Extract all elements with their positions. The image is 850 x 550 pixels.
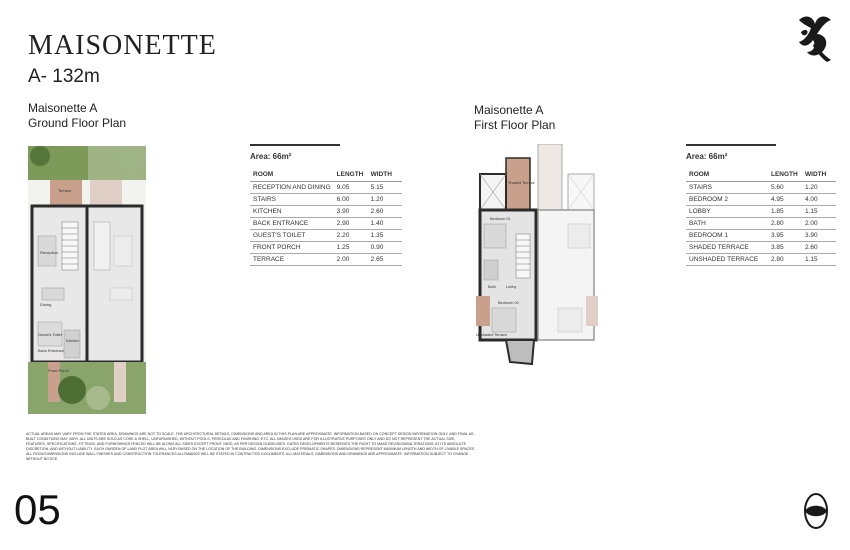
room-length: 3.90: [334, 206, 368, 218]
room-name: BEDROOM 1: [686, 230, 768, 242]
room-width: 1.35: [368, 230, 402, 242]
gf-label-guest-toilet: Guest's Toilet: [38, 332, 62, 337]
room-length: 2.80: [768, 254, 802, 266]
room-length: 2.90: [334, 218, 368, 230]
column-header-length: LENGTH: [334, 169, 368, 182]
gf-label-front-porch: Front Porch: [48, 368, 69, 373]
unit-size-subtitle: A- 132m: [28, 66, 100, 87]
gf-label-terrace: Terrace: [58, 188, 72, 193]
room-width: 2.60: [368, 206, 402, 218]
first-floor-area-rule: [686, 144, 776, 146]
ff-label-lobby: Lobby: [506, 285, 517, 289]
room-length: 9.05: [334, 182, 368, 194]
gf-label-back-entrance: Back Entrance: [38, 348, 65, 353]
ff-label-bedroom-02: Bedroom 02: [498, 301, 519, 305]
room-name: RECEPTION AND DINING: [250, 182, 334, 194]
first-floor-label-line1: Maisonette A: [474, 103, 544, 117]
room-name: BACK ENTRANCE: [250, 218, 334, 230]
first-floor-plan: [476, 144, 602, 366]
table-row: [250, 230, 402, 242]
ground-floor-area-rule: [250, 144, 340, 146]
ground-floor-label-line1: Maisonette A: [28, 101, 98, 115]
table-row: [686, 230, 836, 242]
table-row: [686, 218, 836, 230]
room-length: 3.95: [768, 230, 802, 242]
column-header-width: WIDTH: [368, 169, 402, 182]
column-header-width: WIDTH: [802, 169, 836, 182]
table-row: [686, 254, 836, 266]
room-width: 2.65: [368, 254, 402, 266]
column-header-room: ROOM: [686, 169, 768, 182]
ff-label-bath: Bath: [488, 285, 496, 289]
room-length: 2.80: [768, 218, 802, 230]
room-width: 1.40: [368, 218, 402, 230]
ground-floor-label: [28, 101, 126, 131]
gf-label-dining: Dining: [40, 302, 52, 307]
room-name: LOBBY: [686, 206, 768, 218]
room-name: STAIRS: [250, 194, 334, 206]
table-row: [250, 254, 402, 266]
column-header-length: LENGTH: [768, 169, 802, 182]
table-row: [686, 194, 836, 206]
room-name: SHADED TERRACE: [686, 242, 768, 254]
room-length: 2.20: [334, 230, 368, 242]
room-length: 5.60: [768, 182, 802, 194]
room-length: 1.25: [334, 242, 368, 254]
table-header-row: [686, 169, 836, 182]
first-floor-area: Area: 66m²: [686, 152, 728, 161]
ff-label-unshaded-terrace: Unshaded Terrace: [476, 333, 507, 337]
room-length: 3.85: [768, 242, 802, 254]
ff-label-bedroom-01: Bedroom 01: [490, 217, 511, 221]
ground-floor-room-table: [250, 169, 402, 266]
first-floor-area-block: [686, 144, 836, 266]
gf-label-reception: Reception: [40, 250, 59, 255]
circle-emblem-icon: [803, 491, 829, 531]
room-name: KITCHEN: [250, 206, 334, 218]
table-row: [250, 194, 402, 206]
table-row: [250, 182, 402, 194]
table-row: [686, 182, 836, 194]
room-width: 5.15: [368, 182, 402, 194]
ground-floor-label-line2: Ground Floor Plan: [28, 116, 127, 130]
room-width: 1.15: [802, 206, 836, 218]
table-row: [686, 206, 836, 218]
room-name: TERRACE: [250, 254, 334, 266]
page-number: 05: [14, 486, 61, 533]
room-width: 0.90: [368, 242, 402, 254]
gf-label-kitchen: Kitchen: [66, 338, 80, 343]
disclaimer-text: ACTUAL AREAS MAY VARY FROM THE STATED AREA. DRAWINGS ARE NOT TO SCALE. THE ARCHITECTURAL DETAILS, DIMENSIONS AND AREA IN THIS PLAN ARE APPROXIMATE. INFORMATION BASED ON CONCEPT DESIGN INFORMATION ONLY, AND FINAL AS-BUILT CONDITIONS MAY VARY. ALL UNITS ARE SOLD AS CORE & SHELL, UNFURNISHED, WITHOUT POOLS, PERGOLAS AND FINISHING, ETC. ALL IMAGES USED ARE FOR ILLUSTRATIVE PURPOSES ONLY AND DO NOT REPRESENT THE ACTUAL SIZE, FEATURES, SPECIFICATIONS, FITTINGS, AND FURNISHINGS FENCED WILL BE ALONG ALL SIDES EXCEPT FRONT YARD, AS PER DESIGN GUIDELINES. GATED DEVELOPMENTS RESERVES THE RIGHT TO MAKE REVISIONS/ALTERATIONS, AT ITS ABSOLUTE DISCRETION, AND WITHOUT LIABILITY. EACH GARDEN OF LAND PLOT AREA WILL VARY BASED ON THE LOCATION OF THE BUILDING. DIMENSIONS EXCLUDE PRISMATIC SHAPES. DIMENSIONS REPRESENT MAXIMUM LENGTH AND WIDTH OF LIVABLE SPACES ALL ROOM DIMENSIONS INCLUDE WALL FINISHES AND CONSTRUCTION TOLERANCES ALLOWANCE WILL BE STATED IN CONTRACTED DOCUMENTS. ALL MATERIALS, DIMENSIONS AND DRAWINGS ARE APPROXIMATE. INFORMATION SUBJECT TO CHANGE WITHOUT NOTICE: [26, 432, 475, 461]
room-length: 2.00: [334, 254, 368, 266]
room-width: 1.20: [368, 194, 402, 206]
room-name: FRONT PORCH: [250, 242, 334, 254]
room-name: BEDROOM 2: [686, 194, 768, 206]
table-header-row: [250, 169, 402, 182]
table-row: [250, 218, 402, 230]
table-row: [250, 206, 402, 218]
room-width: 4.00: [802, 194, 836, 206]
monogram-logo-icon: [795, 12, 835, 64]
room-name: UNSHADED TERRACE: [686, 254, 768, 266]
ground-floor-area-block: [250, 144, 402, 266]
table-row: [250, 242, 402, 254]
room-width: 2.60: [802, 242, 836, 254]
room-width: 1.20: [802, 182, 836, 194]
room-name: GUEST'S TOILET: [250, 230, 334, 242]
first-floor-label: [474, 103, 555, 133]
page-title: MAISONETTE: [28, 30, 217, 61]
ground-floor-plan: [28, 146, 146, 414]
ff-label-shaded-terrace: Shaded Terrace: [508, 181, 535, 185]
first-floor-label-line2: First Floor Plan: [474, 118, 556, 132]
table-row: [686, 242, 836, 254]
room-length: 6.00: [334, 194, 368, 206]
room-length: 4.95: [768, 194, 802, 206]
room-width: 3.90: [802, 230, 836, 242]
first-floor-room-table: [686, 169, 836, 266]
room-width: 1.15: [802, 254, 836, 266]
room-name: BATH: [686, 218, 768, 230]
room-length: 1.85: [768, 206, 802, 218]
column-header-room: ROOM: [250, 169, 334, 182]
room-name: STAIRS: [686, 182, 768, 194]
room-width: 2.00: [802, 218, 836, 230]
ground-floor-area: Area: 66m²: [250, 152, 292, 161]
